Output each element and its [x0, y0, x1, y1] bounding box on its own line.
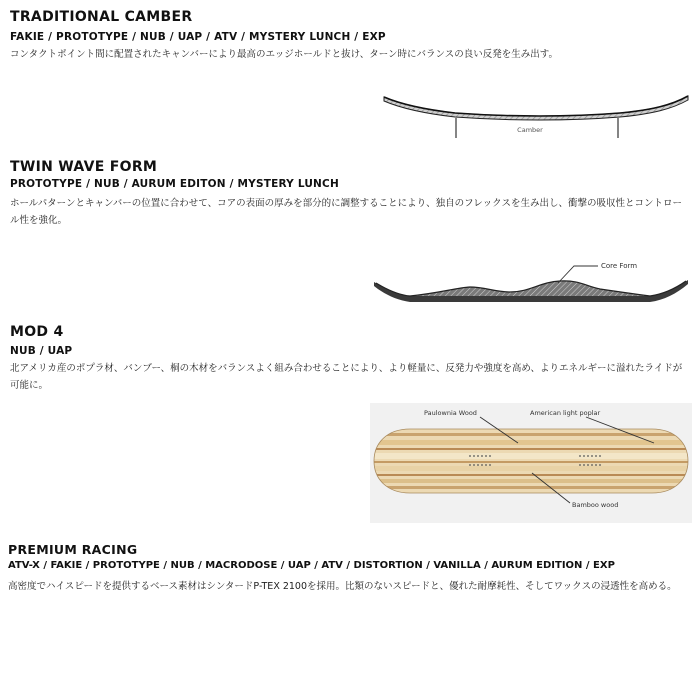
model-list: NUB / UAP [10, 345, 73, 357]
section-title: TWIN WAVE FORM [10, 159, 158, 175]
bamboo-label: Bamboo wood [572, 501, 619, 509]
section-mod-4 [0, 318, 700, 538]
model-list: ATV-X / FAKIE / PROTOTYPE / NUB / MACRODOSE / UAP / ATV / DISTORTION / VANILLA / AURUM EDITION / EXP [8, 560, 615, 571]
model-list: PROTOTYPE / NUB / AURUM EDITON / MYSTERY LUNCH [10, 178, 339, 190]
section-description: 北アメリカ産のポプラ材、バンブー、桐の木材をバランスよく組み合わせることにより、より軽量に、反発力や強度を高め、よりエネルギーに溢れたライドが可能に。 [10, 363, 683, 391]
section-description: コンタクトポイント間に配置されたキャンバーにより最高のエッジホールドと抜け、ターン時にバランスの良い反発を生み出す。 [10, 49, 558, 60]
paulownia-label: Paulownia Wood [424, 409, 477, 417]
section-premium-racing [0, 538, 700, 608]
camber-board-illustration [380, 85, 692, 145]
core-form-board-illustration [370, 252, 692, 308]
section-title: MOD 4 [10, 324, 64, 340]
camber-diagram [380, 85, 692, 145]
core-form-diagram [370, 252, 692, 308]
section-twin-wave-form [0, 150, 700, 320]
section-description: 高密度でハイスピードを提供するベース素材はシンタードP-TEX 2100を採用。比類のないスピードと、優れた耐摩耗性、そしてワックスの浸透性を高める。 [8, 581, 677, 592]
poplar-label: American light poplar [530, 409, 601, 417]
mod4-wood-diagram [370, 403, 692, 523]
model-list: FAKIE / PROTOTYPE / NUB / UAP / ATV / MYSTERY LUNCH / EXP [10, 31, 386, 43]
section-title: PREMIUM RACING [8, 542, 138, 557]
wood-core-illustration [370, 403, 692, 523]
section-title: TRADITIONAL CAMBER [10, 9, 193, 25]
core-form-label: Core Form [601, 262, 638, 270]
section-description: ホールパターンとキャンバーの位置に合わせて、コアの表面の厚みを部分的に調整することにより、独自のフレックスを生み出し、衝撃の吸収性とコントロール性を強化。 [10, 198, 683, 226]
camber-label: Camber [517, 126, 543, 134]
section-traditional-camber [0, 0, 700, 160]
